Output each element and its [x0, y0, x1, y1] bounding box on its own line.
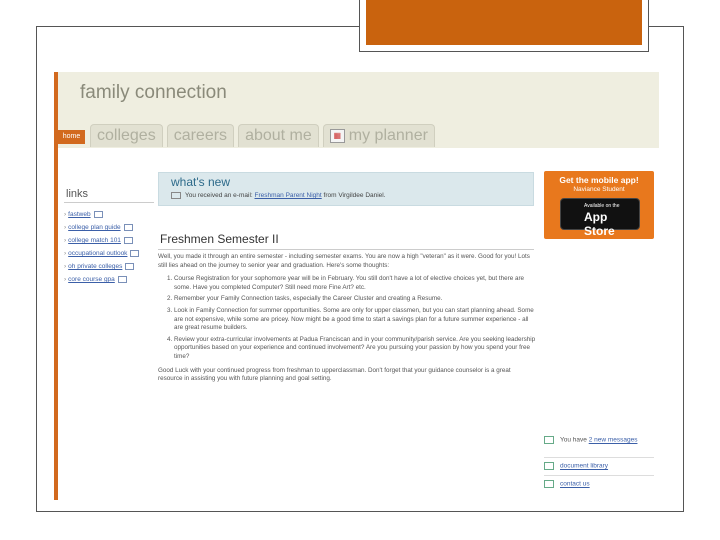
link-label[interactable]: occupational outlook: [68, 250, 128, 257]
list-item: 3. Look in Family Connection for summer opportunities. Some are only for upper classmen, but you can start planning ahead. Some are not expensive, while some are pricey. Now might be a good time to start a savings plan for a future summer experience - all are great resume builders.: [174, 307, 536, 333]
article-closing: Good Luck with your continued progress from freshman to upperclassman. Don't forget that your guidance counselor is a great resource in assisting you with future planning and goal setting.: [158, 366, 511, 383]
messages-prefix: You have: [560, 436, 587, 444]
divider: [544, 457, 654, 458]
external-link-icon: [124, 237, 133, 244]
badge-big-text: App Store: [584, 210, 615, 238]
badge-small-text: Available on the: [584, 203, 620, 209]
contact-icon: [544, 480, 554, 488]
library-item: [544, 462, 608, 470]
contact-item: [544, 480, 590, 488]
bullet-icon: ›: [64, 250, 67, 257]
promo-headline: Get the mobile app!: [559, 175, 639, 185]
bullet-icon: ›: [64, 276, 67, 283]
divider: [64, 202, 154, 203]
tab-my-planner[interactable]: [323, 124, 435, 147]
family-connection-screenshot: [54, 72, 659, 500]
sidebar-link[interactable]: [64, 221, 139, 234]
list-item: 2. Remember your Family Connection tasks, especially the Career Cluster and creating a Resume.: [174, 295, 536, 304]
list-item: 1. Course Registration for your sophomore year will be in February. You still don't have a lot of elective choices yet, but there are some. Have you completed Computer? Still need more Fine Art? etc.: [174, 275, 536, 292]
planner-icon: ▦: [330, 129, 345, 143]
mail-icon: [544, 436, 554, 444]
sidebar-link[interactable]: [64, 273, 139, 286]
bullet-icon: ›: [64, 237, 67, 244]
bullet-icon: ›: [64, 211, 67, 218]
tab-about-me[interactable]: [238, 124, 319, 147]
message-link[interactable]: Freshman Parent Night: [254, 192, 322, 200]
message-suffix: from Virgildee Daniel.: [323, 192, 386, 200]
article-body: [158, 253, 536, 389]
sidebar-link[interactable]: [64, 260, 139, 273]
links-list: [64, 208, 139, 286]
messages-link[interactable]: 2 new messages: [588, 436, 638, 444]
tab-label: my planner: [348, 127, 428, 144]
sidebar-link[interactable]: [64, 234, 139, 247]
divider: [158, 249, 534, 250]
whats-new-message: [171, 192, 386, 199]
external-link-icon: [118, 276, 127, 283]
tab-label: careers: [173, 127, 228, 144]
link-label[interactable]: fastweb: [68, 211, 91, 218]
whats-new-title: what's new: [171, 175, 230, 189]
external-link-icon: [94, 211, 103, 218]
message-prefix: You received an e-mail:: [185, 192, 253, 200]
quick-links-panel: [544, 430, 654, 498]
external-link-icon: [125, 263, 134, 270]
slide-accent-tab: [359, 0, 649, 52]
tab-careers[interactable]: [167, 124, 234, 147]
divider: [544, 475, 654, 476]
tab-home[interactable]: home: [58, 130, 85, 144]
library-link[interactable]: document library: [560, 462, 609, 470]
article-intro: Well, you made it through an entire semester - including semester exams. You are now a high "veteran" as it were. Good for you! Lots still lies ahead on the journey to senior year and graduation. Here's some thoughts:: [158, 253, 530, 269]
whats-new-panel: [158, 172, 534, 206]
apple-icon: [566, 205, 580, 223]
link-label[interactable]: oh private colleges: [68, 263, 123, 270]
sidebar-link[interactable]: [64, 208, 139, 221]
link-label[interactable]: core course gpa: [68, 276, 115, 283]
external-link-icon: [124, 224, 133, 231]
article-title: Freshmen Semester II: [160, 232, 279, 246]
sidebar-link[interactable]: [64, 247, 139, 260]
bullet-icon: ›: [64, 263, 67, 270]
promo-subline: Naviance Student: [573, 186, 625, 193]
contact-link[interactable]: contact us: [560, 480, 590, 488]
links-heading: links: [66, 188, 89, 200]
document-icon: [544, 462, 554, 470]
article-list: [158, 275, 536, 361]
mail-icon: [171, 192, 181, 199]
mobile-app-promo[interactable]: [544, 171, 654, 239]
messages-item: [544, 436, 637, 444]
app-store-badge[interactable]: [560, 198, 640, 238]
link-label[interactable]: college plan guide: [68, 224, 121, 231]
site-header: [58, 72, 659, 148]
main-tabs: [90, 124, 435, 148]
link-label[interactable]: college match 101: [68, 237, 121, 244]
bullet-icon: ›: [64, 224, 67, 231]
list-item: 4. Review your extra-curricular involvements at Padua Franciscan and in your community/parish service. Are you seeking leadership opportunities based on your experience and continued involvement? Are you pursuing your passion by how you spend your free time?: [174, 336, 536, 362]
brand-title: family connection: [80, 82, 227, 103]
tab-label: about me: [245, 127, 312, 144]
tab-label: colleges: [97, 127, 156, 144]
tab-colleges[interactable]: [90, 124, 163, 147]
external-link-icon: [130, 250, 139, 257]
